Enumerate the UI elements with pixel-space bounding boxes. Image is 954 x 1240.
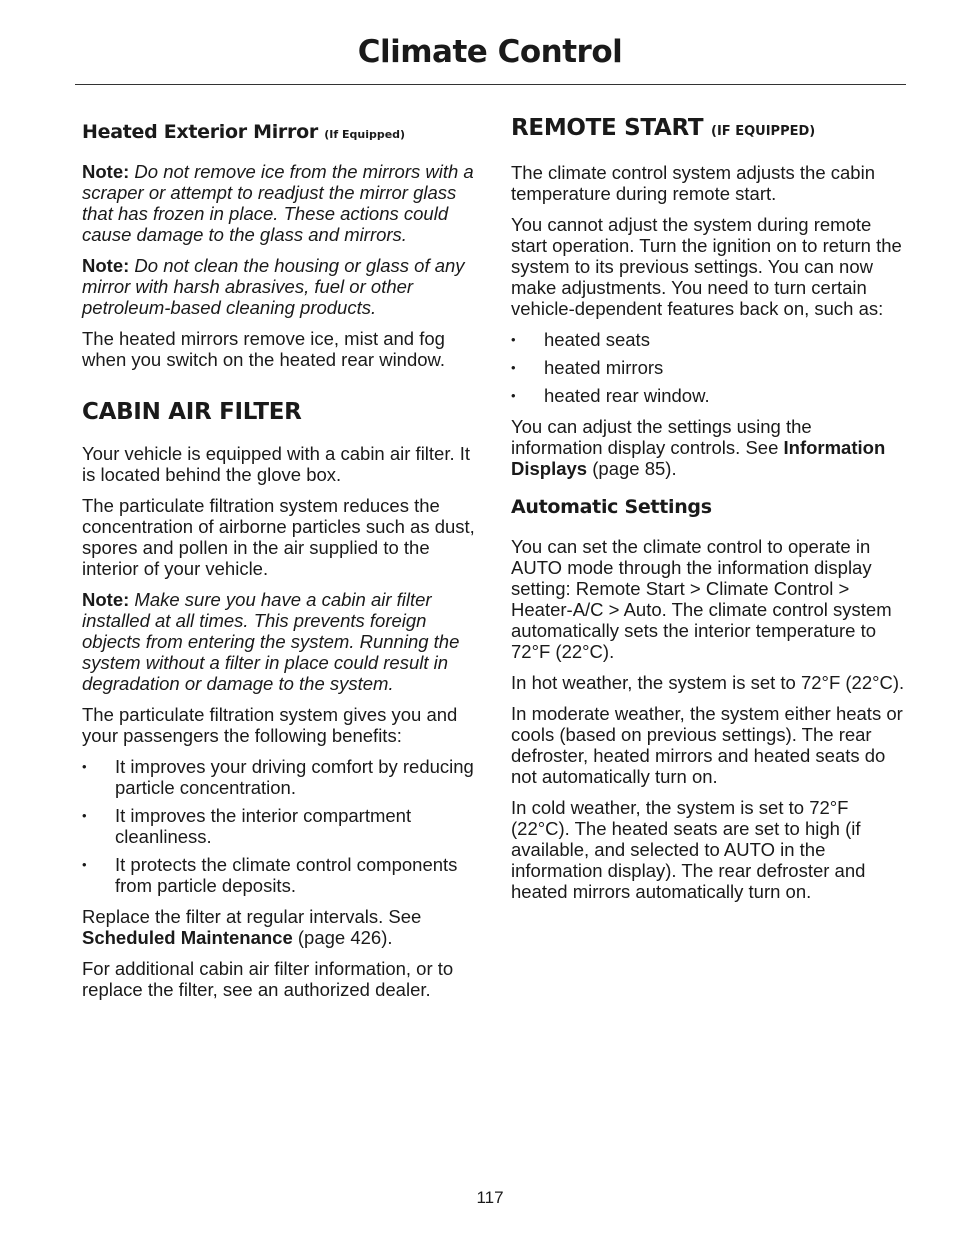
list-item: • heated rear window.	[511, 385, 906, 406]
note-label: Note:	[82, 161, 130, 182]
remote-paragraph-1: The climate control system adjusts the cabin temperature during remote start.	[511, 162, 875, 204]
auto-paragraph-3: In moderate weather, the system either heats or cools (based on previous settings). The rear defroster, heated mirrors and heated seats do not automatically turn on.	[511, 703, 903, 787]
filter-paragraph-3: The particulate filtration system gives you and your passengers the following benefits:	[82, 704, 458, 746]
auto-paragraph-2: In hot weather, the system is set to 72°F (22°C).	[511, 672, 905, 693]
remote-features-list	[511, 329, 906, 406]
mirror-note-2	[82, 255, 477, 318]
mirror-paragraph: The heated mirrors remove ice, mist and fog when you switch on the heated rear window.	[82, 328, 446, 370]
auto-paragraph-1: You can set the climate control to operate in AUTO mode through the information display setting: Remote Start > Climate Control > Heater-A/C > Auto. The climate control system automatically sets the interior temperature to 72°F (22°C).	[511, 536, 892, 662]
note-text: Make sure you have a cabin air filter installed at all times. This prevents foreign objects from entering the system. Running the system without a filter in place could result in degradation or damage to the system.	[82, 589, 460, 694]
automatic-settings-heading: Automatic Settings	[511, 496, 712, 518]
replace-page-ref: (page 426).	[292, 927, 393, 948]
left-column	[82, 118, 477, 1010]
remote-paragraph-2: You cannot adjust the system during remote start operation. Turn the ignition on to return the system to its previous settings. You can now make adjustments. You need to turn certain vehicle-dependent features back on, such as:	[511, 214, 902, 319]
information-displays-reference: Information Displays	[511, 437, 886, 479]
filter-replace-paragraph	[82, 906, 477, 948]
scheduled-maintenance-reference: Scheduled Maintenance	[82, 927, 293, 948]
note-label: Note:	[82, 255, 130, 276]
replace-text: Replace the filter at regular intervals. See	[82, 906, 422, 927]
list-item: • It improves the interior compartment cleanliness.	[82, 805, 477, 847]
heated-mirror-heading	[82, 122, 477, 145]
filter-paragraph-1: Your vehicle is equipped with a cabin air filter. It is located behind the glove box.	[82, 443, 471, 485]
list-item: • It improves your driving comfort by reducing particle concentration.	[82, 756, 477, 798]
note-text: Do not remove ice from the mirrors with a scraper or attempt to readjust the mirror glass that has frozen in place. These actions could cause damage to the glass and mirrors.	[82, 161, 474, 245]
filter-note	[82, 589, 477, 694]
heated-mirror-heading-text: Heated Exterior Mirror	[82, 121, 318, 143]
adjust-page-ref: (page 85).	[587, 458, 677, 479]
adjust-text: You can adjust the settings using the information display controls. See	[511, 416, 812, 458]
page-number: 117	[476, 1188, 504, 1207]
remote-adjust-paragraph	[511, 416, 906, 479]
title-divider	[75, 84, 906, 85]
remote-start-heading	[511, 115, 906, 142]
remote-start-heading-text: REMOTE START	[511, 115, 704, 141]
list-item: • heated seats	[511, 329, 906, 350]
filter-paragraph-4: For additional cabin air filter information, or to replace the filter, see an authorized dealer.	[82, 958, 454, 1000]
list-item: • It protects the climate control components from particle deposits.	[82, 854, 477, 896]
filter-benefits-list	[82, 756, 477, 896]
remote-start-equipped-tag: (IF EQUIPPED)	[711, 124, 816, 139]
page-title: Climate Control	[357, 34, 623, 70]
note-text: Do not clean the housing or glass of any mirror with harsh abrasives, fuel or other petroleum-based cleaning products.	[82, 255, 465, 318]
mirror-note-1	[82, 161, 477, 245]
heated-mirror-equipped-tag: (If Equipped)	[324, 128, 406, 141]
cabin-air-filter-heading: CABIN AIR FILTER	[82, 399, 302, 425]
right-column	[511, 115, 906, 912]
list-item: • heated mirrors	[511, 357, 906, 378]
auto-paragraph-4: In cold weather, the system is set to 72°F (22°C). The heated seats are set to high (if available, and selected to AUTO in the information display). The rear defroster and heated mirrors automatically turn on.	[511, 797, 866, 902]
note-label: Note:	[82, 589, 130, 610]
filter-paragraph-2: The particulate filtration system reduces the concentration of airborne particles such as dust, spores and pollen in the air supplied to the interior of your vehicle.	[82, 495, 475, 579]
